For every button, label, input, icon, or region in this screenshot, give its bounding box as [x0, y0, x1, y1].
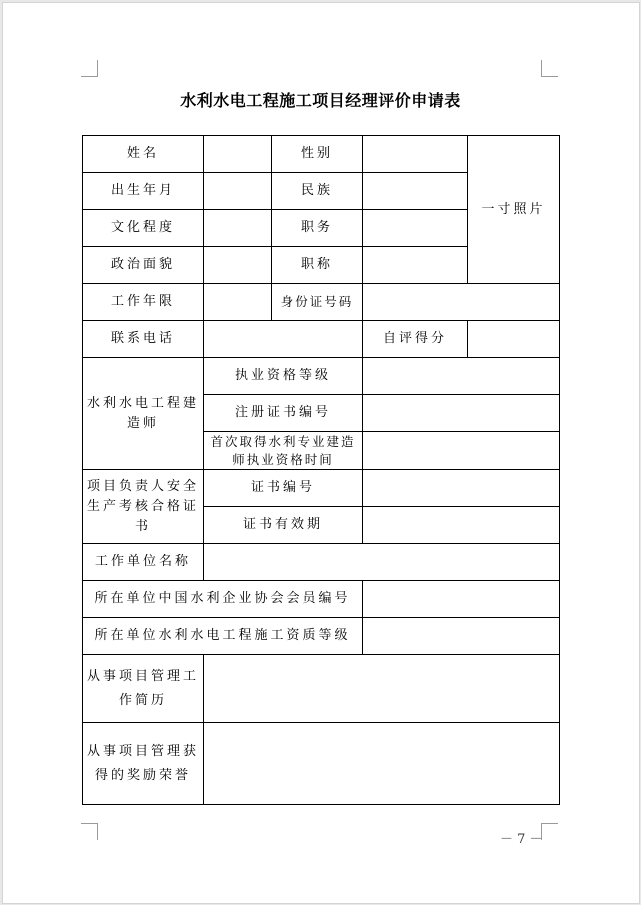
field-education[interactable]	[204, 210, 272, 247]
label-id-number: 身份证号码	[272, 284, 363, 321]
label-safety-group: 项目负责人安全生产考核合格证书	[83, 470, 204, 544]
form-title: 水利水电工程施工项目经理评价申请表	[180, 91, 461, 110]
field-self-score[interactable]	[468, 321, 560, 358]
field-gender[interactable]	[363, 136, 468, 173]
label-title-rank: 职称	[272, 247, 363, 284]
label-gender: 性别	[272, 136, 363, 173]
field-certificate-validity[interactable]	[363, 507, 560, 544]
field-position[interactable]	[363, 210, 468, 247]
label-first-obtained: 首次取得水利专业建造师执业资格时间	[204, 432, 363, 470]
label-ethnicity: 民族	[272, 173, 363, 210]
page-number: － 7 －	[500, 832, 543, 847]
field-registration-number[interactable]	[363, 395, 560, 432]
photo-cell[interactable]: 一寸照片	[468, 136, 560, 284]
field-political[interactable]	[204, 247, 272, 284]
field-work-history[interactable]	[204, 655, 560, 723]
field-association-number[interactable]	[363, 581, 560, 618]
label-birth: 出生年月	[83, 173, 204, 210]
field-work-years[interactable]	[204, 284, 272, 321]
field-qualification-level[interactable]	[363, 358, 560, 395]
crop-mark-top-right	[541, 60, 558, 77]
field-title-rank[interactable]	[363, 247, 468, 284]
label-association-number: 所在单位中国水利企业协会会员编号	[83, 581, 363, 618]
field-id-number[interactable]	[363, 284, 560, 321]
field-birth[interactable]	[204, 173, 272, 210]
crop-mark-top-left	[81, 60, 98, 77]
label-employer-name: 工作单位名称	[83, 544, 204, 581]
label-constructor-group: 水利水电工程建造师	[83, 358, 204, 470]
field-company-qualification[interactable]	[363, 618, 560, 655]
application-form-table	[82, 135, 560, 805]
field-phone[interactable]	[204, 321, 363, 358]
field-employer-name[interactable]	[204, 544, 560, 581]
field-certificate-number[interactable]	[363, 470, 560, 507]
label-registration-number: 注册证书编号	[204, 395, 363, 432]
label-phone: 联系电话	[83, 321, 204, 358]
field-awards[interactable]	[204, 723, 560, 805]
field-first-obtained[interactable]	[363, 432, 560, 470]
label-awards: 从事项目管理获得的奖励荣誉	[83, 723, 204, 805]
label-name: 姓名	[83, 136, 204, 173]
label-company-qualification: 所在单位水利水电工程施工资质等级	[83, 618, 363, 655]
label-position: 职务	[272, 210, 363, 247]
field-name[interactable]	[204, 136, 272, 173]
label-self-score: 自评得分	[363, 321, 468, 358]
label-work-years: 工作年限	[83, 284, 204, 321]
label-education: 文化程度	[83, 210, 204, 247]
label-work-history: 从事项目管理工作简历	[83, 655, 204, 723]
label-certificate-validity: 证书有效期	[204, 507, 363, 544]
label-certificate-number: 证书编号	[204, 470, 363, 507]
crop-mark-bottom-left	[81, 823, 98, 840]
field-ethnicity[interactable]	[363, 173, 468, 210]
label-qualification-level: 执业资格等级	[204, 358, 363, 395]
label-political: 政治面貌	[83, 247, 204, 284]
crop-mark-bottom-right	[541, 823, 558, 840]
